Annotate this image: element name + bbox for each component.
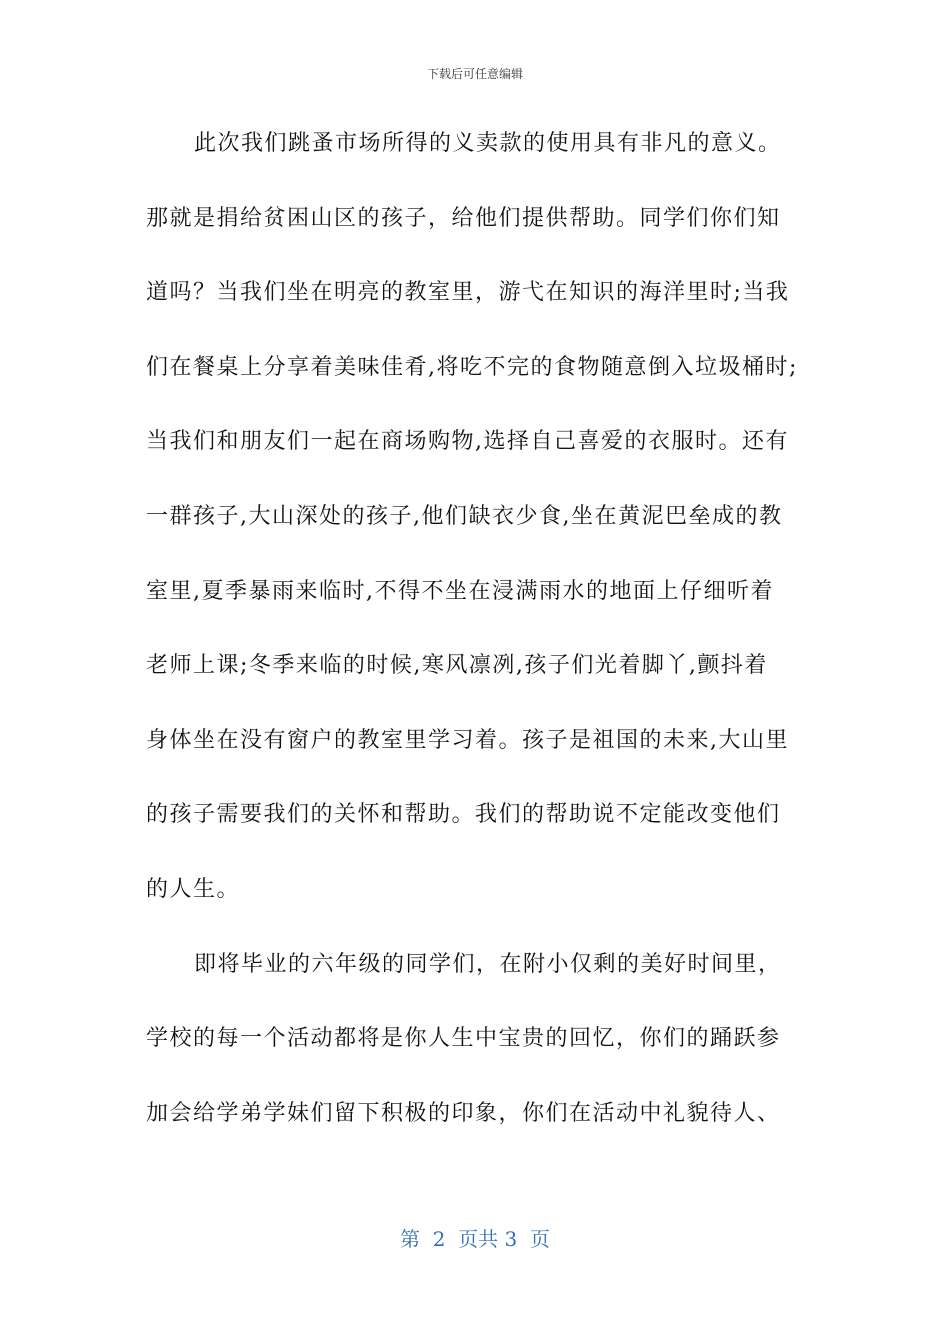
document-body bbox=[146, 126, 826, 1170]
paragraph-2-line-3: 加会给学弟学妹们留下积极的印象，你们在活动中礼貌待人、 bbox=[146, 1100, 781, 1126]
paragraph-1-line-8: 老师上课;冬季来临的时候,寒风凛冽,孩子们光着脚丫,颤抖着 bbox=[146, 653, 768, 679]
paragraph-1-line-4: 们在餐桌上分享着美味佳肴,将吃不完的食物随意倒入垃圾桶时; bbox=[146, 354, 798, 380]
paragraph-1-line-1: 此次我们跳蚤市场所得的义卖款的使用具有非凡的意义。 bbox=[194, 131, 782, 156]
page-header: 下载后可任意编辑 bbox=[426, 67, 523, 81]
paragraph-1-line-3: 道吗？当我们坐在明亮的教室里，游弋在知识的海洋里时;当我 bbox=[146, 280, 790, 306]
paragraph-2-line-2: 学校的每一个活动都将是你人生中宝贵的回忆，你们的踊跃参 bbox=[146, 1026, 781, 1052]
paragraph-1-line-2: 那就是捐给贫困山区的孩子，给他们提供帮助。同学们你们知 bbox=[146, 205, 781, 231]
paragraph-2-line-1: 即将毕业的六年级的同学们，在附小仅剩的美好时间里， bbox=[194, 951, 782, 977]
page-number-footer: 第 2 页共 3 页 bbox=[400, 1227, 550, 1251]
paragraph-1-line-6: 一群孩子,大山深处的孩子,他们缺衣少食,坐在黄泥巴垒成的教 bbox=[146, 503, 783, 529]
paragraph-1-line-7: 室里,夏季暴雨来临时,不得不坐在浸满雨水的地面上仔细听着 bbox=[146, 578, 774, 604]
paragraph-1-line-11: 的人生。 bbox=[146, 876, 241, 902]
paragraph-1-line-5: 当我们和朋友们一起在商场购物,选择自己喜爱的衣服时。还有 bbox=[146, 429, 789, 455]
paragraph-1-line-10: 的孩子需要我们的关怀和帮助。我们的帮助说不定能改变他们 bbox=[146, 802, 781, 828]
paragraph-1-line-9: 身体坐在没有窗户的教室里学习着。孩子是祖国的未来,大山里 bbox=[146, 727, 789, 753]
